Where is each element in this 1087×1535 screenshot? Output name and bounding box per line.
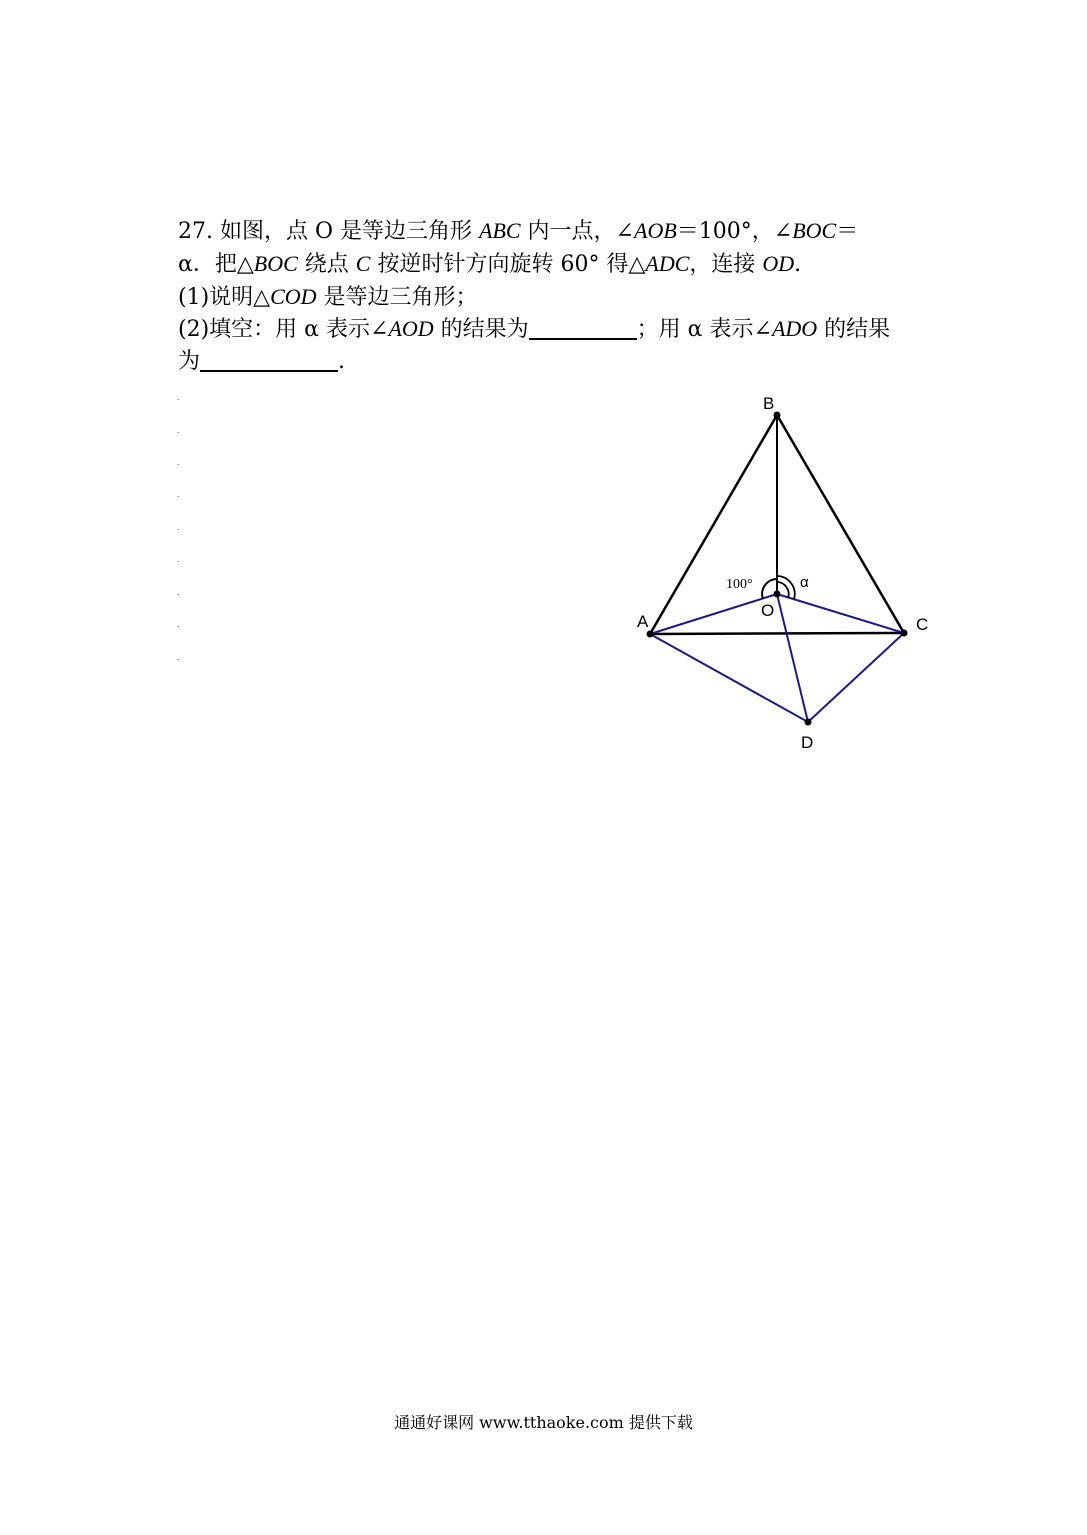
footer-source: 通通好课网 www.tthaoke.com 提供下载 bbox=[394, 1413, 693, 1432]
math-var: OD bbox=[762, 251, 795, 276]
margin-dot: . bbox=[177, 523, 180, 532]
point-d bbox=[805, 719, 812, 726]
text: 按逆时针方向旋转 60° 得△ bbox=[370, 252, 646, 277]
margin-dot: . bbox=[177, 393, 180, 402]
margin-dot: . bbox=[177, 620, 180, 629]
segment-cd bbox=[808, 633, 904, 722]
margin-dot: . bbox=[177, 490, 180, 499]
text: 的结果为 bbox=[433, 317, 529, 342]
math-var: ABC bbox=[479, 218, 521, 243]
label-c: C bbox=[916, 615, 929, 634]
angle-label-boc: α bbox=[800, 574, 809, 591]
text: α．把△ bbox=[178, 252, 254, 277]
text: ，连接 bbox=[689, 252, 763, 277]
text: (1)说明△ bbox=[178, 285, 271, 310]
math-var: ADO bbox=[771, 316, 818, 341]
problem-line-1 bbox=[178, 215, 858, 248]
problem-line-3 bbox=[178, 281, 478, 314]
segment-ab bbox=[650, 415, 777, 634]
math-var: ADC bbox=[645, 251, 690, 276]
answer-blank-aod[interactable] bbox=[529, 318, 637, 340]
text: ；用 α 表示∠ bbox=[636, 317, 772, 342]
margin-dot: . bbox=[177, 426, 180, 435]
margin-dot: . bbox=[177, 653, 180, 662]
segment-ac bbox=[650, 633, 904, 634]
text: 绕点 bbox=[297, 252, 356, 277]
text: 的结果 bbox=[817, 317, 891, 342]
figure-svg bbox=[620, 385, 950, 765]
margin-dot: . bbox=[177, 458, 180, 467]
label-d: D bbox=[801, 733, 814, 752]
segment-ad bbox=[650, 634, 808, 722]
point-a bbox=[647, 631, 654, 638]
label-b: B bbox=[763, 394, 775, 413]
problem-line-2 bbox=[178, 248, 801, 281]
math-var: AOD bbox=[388, 316, 434, 341]
math-var: AOB bbox=[634, 218, 677, 243]
math-var: C bbox=[355, 251, 371, 276]
text: 内一点，∠ bbox=[520, 219, 634, 244]
text: 27. 如图，点 O 是等边三角形 bbox=[178, 219, 479, 244]
text: 为 bbox=[178, 349, 201, 374]
math-var: COD bbox=[270, 284, 317, 309]
angle-label-aob: 100° bbox=[726, 577, 753, 592]
text: ＝100°，∠ bbox=[676, 219, 793, 244]
point-b bbox=[774, 412, 781, 419]
label-o: O bbox=[761, 601, 775, 620]
text: (2)填空：用 α 表示∠ bbox=[178, 317, 389, 342]
text: 是等边三角形； bbox=[316, 285, 478, 310]
answer-blank-ado[interactable] bbox=[200, 350, 338, 372]
math-var: BOC bbox=[253, 251, 298, 276]
text: ＝ bbox=[836, 219, 859, 244]
margin-dot: . bbox=[177, 555, 180, 564]
label-a: A bbox=[637, 612, 649, 631]
point-o bbox=[774, 591, 781, 598]
margin-dot: . bbox=[177, 588, 180, 597]
point-c bbox=[901, 630, 908, 637]
text: . bbox=[794, 252, 802, 277]
text: . bbox=[338, 349, 346, 374]
geometry-figure bbox=[620, 385, 950, 769]
problem-line-5 bbox=[178, 346, 345, 378]
problem-line-4 bbox=[178, 313, 890, 346]
math-var: BOC bbox=[792, 218, 837, 243]
segment-od bbox=[777, 594, 808, 722]
